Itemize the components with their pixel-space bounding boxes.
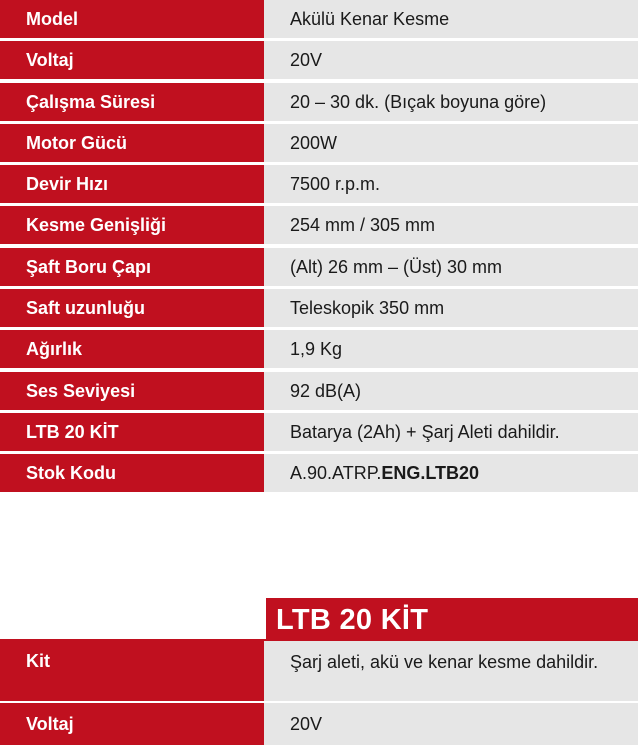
- spec-row-rpm: [0, 165, 638, 203]
- spec-value: Akülü Kenar Kesme: [264, 0, 638, 38]
- spec-row-voltage: [0, 41, 638, 79]
- spec-label: LTB 20 KİT: [0, 413, 264, 451]
- spec-row-shaft-diameter: [0, 248, 638, 286]
- spec-label: Motor Gücü: [0, 124, 264, 162]
- spec-label: Stok Kodu: [0, 454, 264, 492]
- spec-row-shaft-length: [0, 289, 638, 327]
- spec-row-runtime: [0, 83, 638, 121]
- spec-label: Voltaj: [0, 41, 264, 79]
- kit-row-voltage: [0, 703, 638, 745]
- stock-code-prefix: A.90.ATRP.: [290, 463, 382, 484]
- spec-value: 200W: [264, 124, 638, 162]
- spec-label: Şaft Boru Çapı: [0, 248, 264, 286]
- spec-label: Ağırlık: [0, 330, 264, 368]
- kit-row-contents: [0, 641, 638, 701]
- spec-row-noise-level: [0, 372, 638, 410]
- spec-row-kit: [0, 413, 638, 451]
- spec-value: [264, 454, 638, 492]
- kit-value: Şarj aleti, akü ve kenar kesme dahildir.: [264, 641, 638, 701]
- spec-value: Batarya (2Ah) + Şarj Aleti dahildir.: [264, 413, 638, 451]
- kit-label: Kit: [0, 641, 264, 701]
- kit-value: 20V: [264, 703, 638, 745]
- spec-row-weight: [0, 330, 638, 368]
- spec-value: 1,9 Kg: [264, 330, 638, 368]
- kit-title: LTB 20 KİT: [266, 598, 638, 640]
- spec-row-model: [0, 0, 638, 38]
- spec-label: Çalışma Süresi: [0, 83, 264, 121]
- spec-label: Kesme Genişliği: [0, 206, 264, 244]
- spec-value: 20 – 30 dk. (Bıçak boyuna göre): [264, 83, 638, 121]
- spec-label: Devir Hızı: [0, 165, 264, 203]
- spec-row-stock-code: [0, 454, 638, 492]
- spec-label: Model: [0, 0, 264, 38]
- spec-label: Saft uzunluğu: [0, 289, 264, 327]
- stock-code-bold: ENG.LTB20: [381, 463, 480, 484]
- spec-value: 20V: [264, 41, 638, 79]
- spec-row-motor-power: [0, 124, 638, 162]
- spec-value: 7500 r.p.m.: [264, 165, 638, 203]
- spec-value: 254 mm / 305 mm: [264, 206, 638, 244]
- kit-table: [0, 641, 638, 745]
- kit-label: Voltaj: [0, 703, 264, 745]
- spec-row-cutting-width: [0, 206, 638, 244]
- spec-label: Ses Seviyesi: [0, 372, 264, 410]
- spec-value: 92 dB(A): [264, 372, 638, 410]
- spec-value: (Alt) 26 mm – (Üst) 30 mm: [264, 248, 638, 286]
- spec-value: Teleskopik 350 mm: [264, 289, 638, 327]
